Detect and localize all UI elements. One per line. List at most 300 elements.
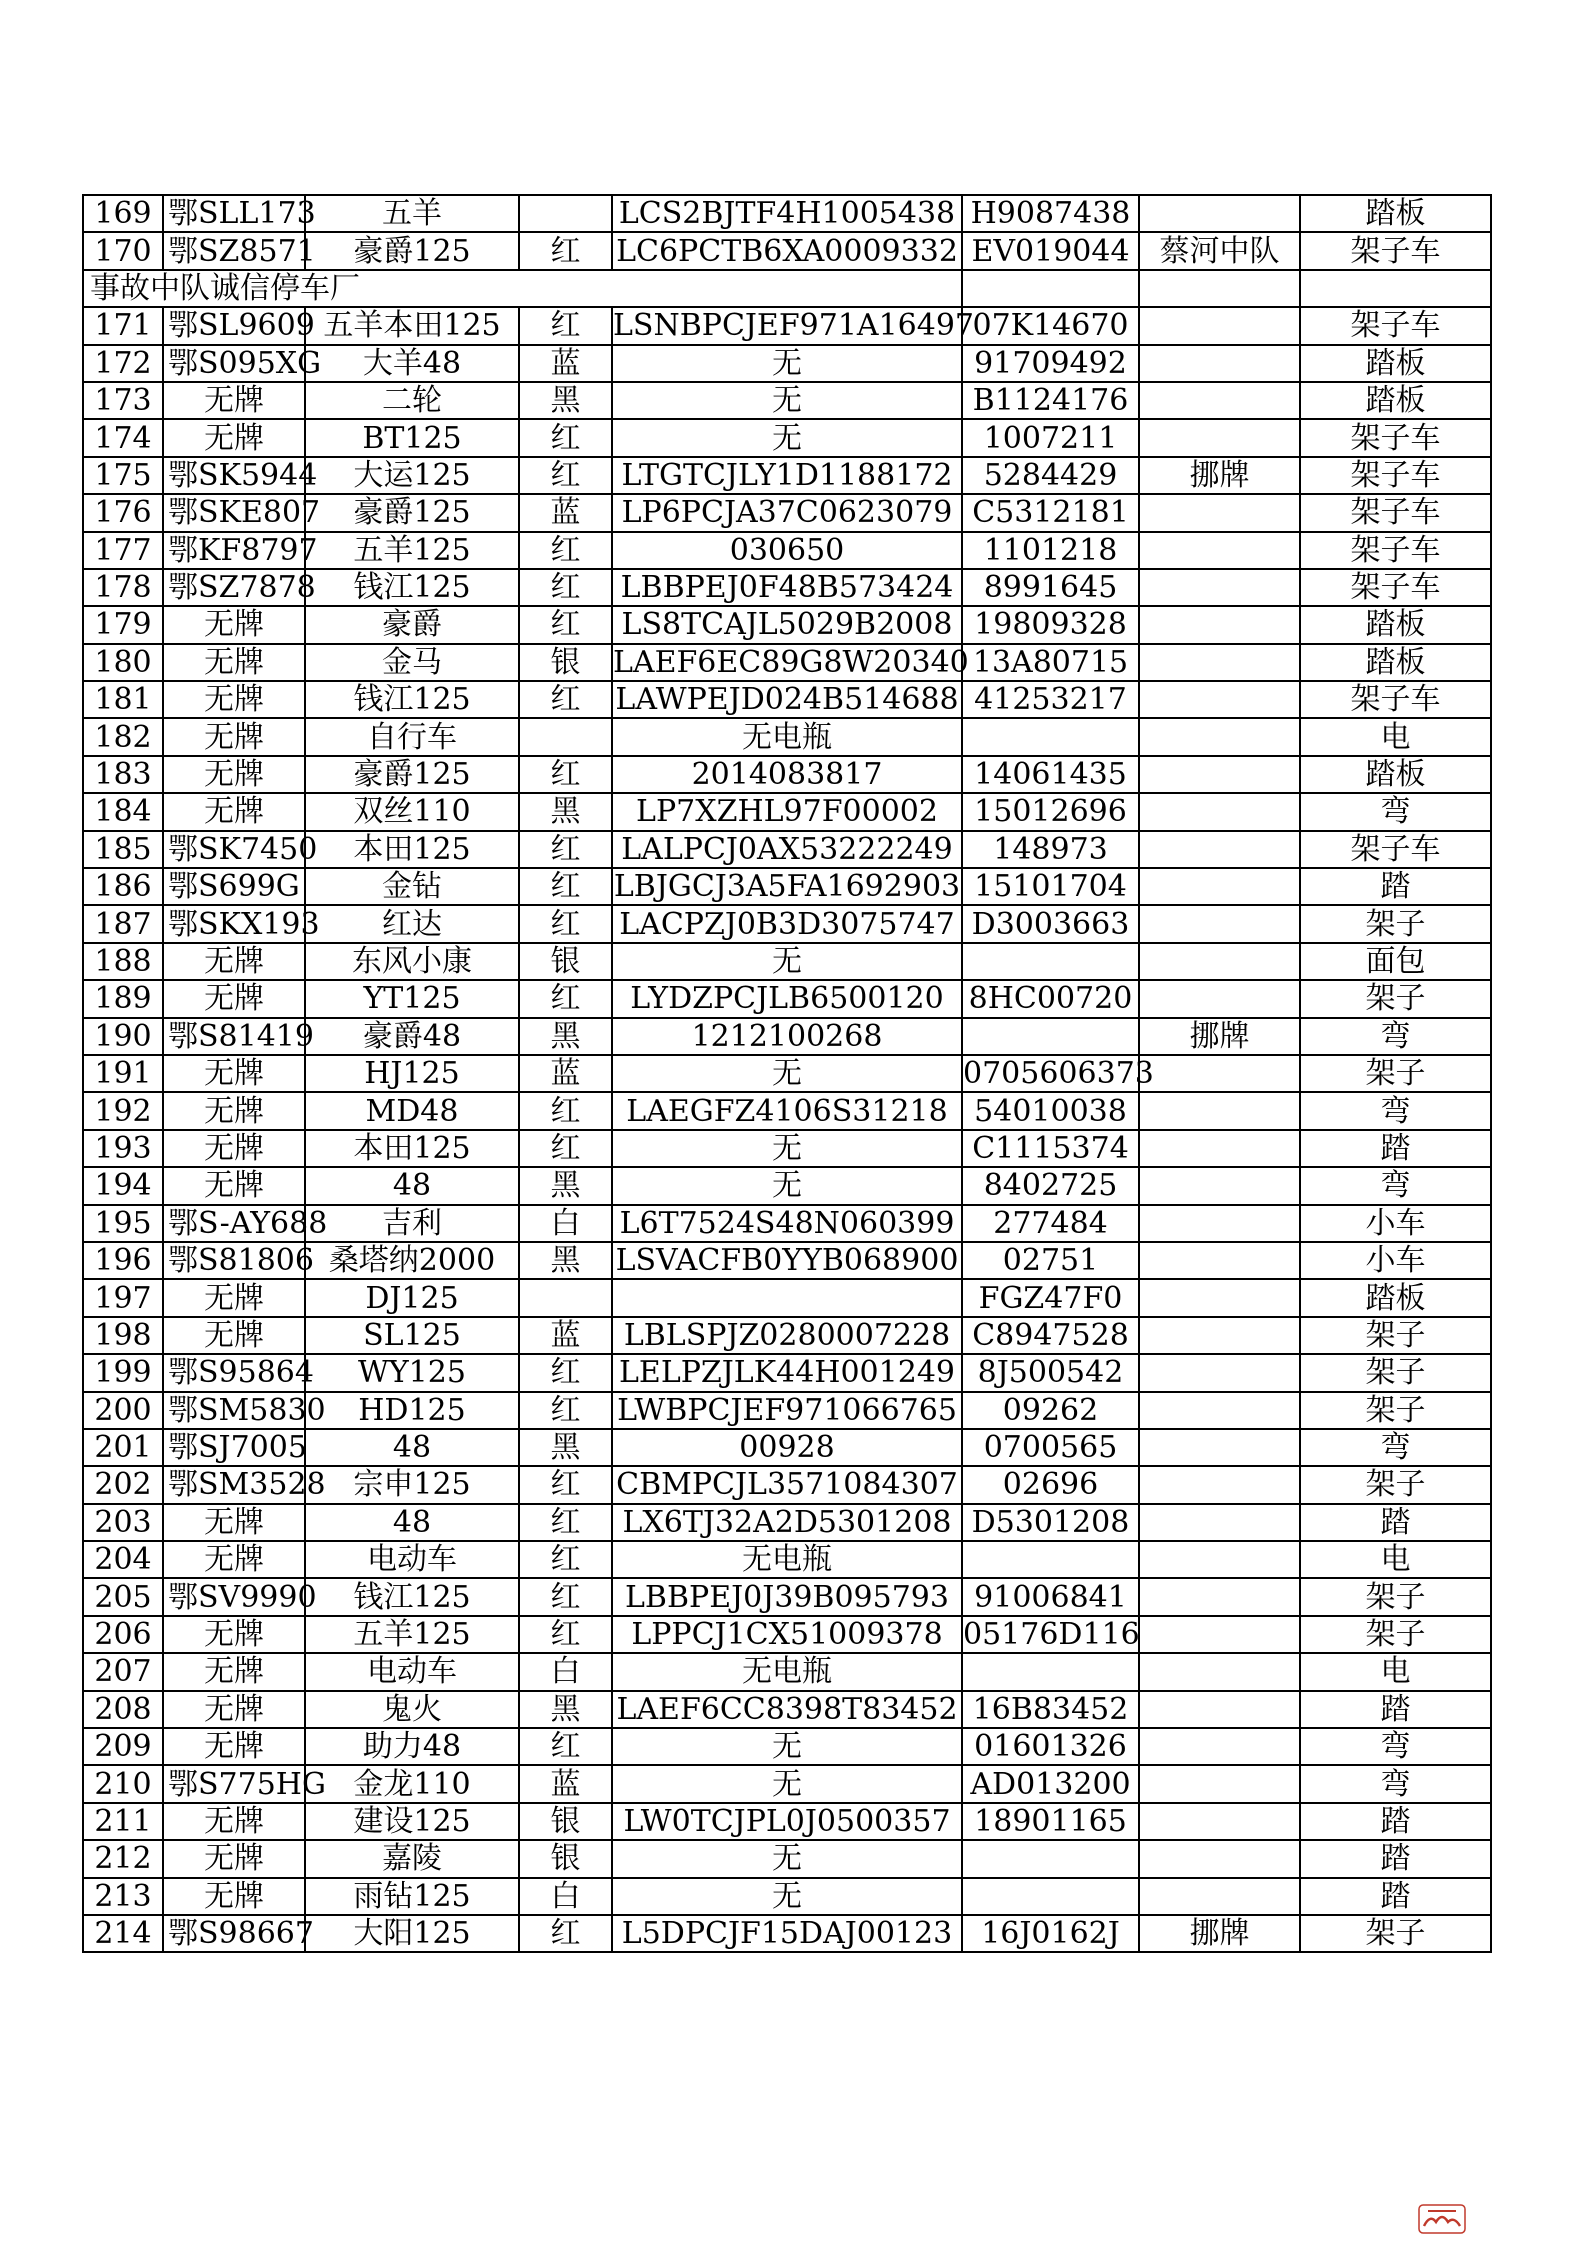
table-cell-engine-no: 8402725 <box>962 1167 1139 1204</box>
table-cell-color: 银 <box>519 943 612 980</box>
table-cell-plate: 无牌 <box>163 1092 305 1129</box>
table-cell-note <box>1139 1242 1300 1279</box>
table-cell-engine-no: 54010038 <box>962 1092 1139 1129</box>
table-row <box>83 419 1491 456</box>
table-cell-plate: 无牌 <box>163 980 305 1017</box>
table-row <box>83 1167 1491 1204</box>
table-cell-plate: 鄂S81806 <box>163 1242 305 1279</box>
table-row <box>83 1504 1491 1541</box>
table-row <box>83 1765 1491 1802</box>
table-cell-type: 架子 <box>1300 1616 1491 1653</box>
table-row <box>83 345 1491 382</box>
table-cell-model: 大阳125 <box>305 1915 519 1952</box>
table-cell-vin: 无 <box>612 1055 962 1092</box>
table-cell-color: 红 <box>519 1354 612 1391</box>
table-cell-index: 170 <box>83 232 163 269</box>
table-cell-model: 吉利 <box>305 1205 519 1242</box>
table-cell-engine-no: B1124176 <box>962 382 1139 419</box>
table-cell-plate: 鄂S98667 <box>163 1915 305 1952</box>
table-row <box>83 1055 1491 1092</box>
table-cell-index: 204 <box>83 1541 163 1578</box>
table-cell-color: 红 <box>519 756 612 793</box>
table-cell-model: 豪爵125 <box>305 232 519 269</box>
table-cell-plate: 无牌 <box>163 1279 305 1316</box>
table-cell-vin: LAEF6CC8398T83452 <box>612 1691 962 1728</box>
table-cell-model: 东风小康 <box>305 943 519 980</box>
table-cell-model: DJ125 <box>305 1279 519 1316</box>
table-cell-engine-no: 01601326 <box>962 1728 1139 1765</box>
table-cell-vin: 00928 <box>612 1429 962 1466</box>
table-cell-color: 蓝 <box>519 494 612 531</box>
table-cell-vin: LW0TCJPL0J0500357 <box>612 1803 962 1840</box>
table-cell-model: 48 <box>305 1429 519 1466</box>
table-cell-engine-no <box>962 1018 1139 1055</box>
table-cell-note <box>1139 793 1300 830</box>
table-cell-note <box>1139 756 1300 793</box>
table-row <box>83 681 1491 718</box>
table-cell-vin: 无 <box>612 419 962 456</box>
table-cell-vin: LYDZPCJLB6500120 <box>612 980 962 1017</box>
table-cell-index: 188 <box>83 943 163 980</box>
table-cell-color: 红 <box>519 1092 612 1129</box>
table-cell-type: 架子车 <box>1300 532 1491 569</box>
table-cell-model: 宗申125 <box>305 1466 519 1503</box>
table-cell-plate: 无牌 <box>163 1691 305 1728</box>
table-cell-engine-no: C5312181 <box>962 494 1139 531</box>
table-row <box>83 644 1491 681</box>
table-row <box>83 1878 1491 1915</box>
table-cell-note <box>1139 1691 1300 1728</box>
table-cell-type: 踏 <box>1300 1803 1491 1840</box>
table-row <box>83 1018 1491 1055</box>
table-cell-vin: 030650 <box>612 532 962 569</box>
table-row <box>83 831 1491 868</box>
table-cell-note <box>1139 1803 1300 1840</box>
table-cell-index: 198 <box>83 1317 163 1354</box>
table-cell-color: 银 <box>519 1803 612 1840</box>
table-cell-vin: 无电瓶 <box>612 718 962 755</box>
table-cell-color: 白 <box>519 1878 612 1915</box>
table-cell-index: 214 <box>83 1915 163 1952</box>
section-label: 事故中队诚信停车厂 <box>83 270 519 307</box>
table-cell-engine-no <box>962 943 1139 980</box>
table-cell-vin: 无 <box>612 1878 962 1915</box>
table-cell-engine-no: 15101704 <box>962 868 1139 905</box>
table-cell-plate: 无牌 <box>163 419 305 456</box>
table-row <box>83 1915 1491 1952</box>
table-cell-engine-no: 18901165 <box>962 1803 1139 1840</box>
table-cell-plate: 鄂SV9990 <box>163 1578 305 1615</box>
table-cell-type: 踏板 <box>1300 606 1491 643</box>
table-cell-color: 红 <box>519 419 612 456</box>
table-cell-vin: 无 <box>612 1728 962 1765</box>
table-cell-type: 踏板 <box>1300 195 1491 232</box>
table-cell-model: 双丝110 <box>305 793 519 830</box>
table-row <box>83 307 1491 344</box>
table-cell-plate: 无牌 <box>163 382 305 419</box>
table-cell-vin: LELPZJLK44H001249 <box>612 1354 962 1391</box>
table-cell-note <box>1139 1840 1300 1877</box>
table-row <box>83 1205 1491 1242</box>
table-cell-note <box>1139 494 1300 531</box>
table-cell-type: 架子 <box>1300 1317 1491 1354</box>
table-cell-index: 176 <box>83 494 163 531</box>
table-cell-color: 黑 <box>519 1018 612 1055</box>
table-row <box>83 1466 1491 1503</box>
table-cell-vin: 无电瓶 <box>612 1541 962 1578</box>
table-cell-index: 196 <box>83 1242 163 1279</box>
table-cell-engine-no: FGZ47F0 <box>962 1279 1139 1316</box>
table-cell-vin: 无 <box>612 1765 962 1802</box>
table-cell-index: 177 <box>83 532 163 569</box>
table-cell-plate: 鄂SK5944 <box>163 457 305 494</box>
table-cell-note <box>1139 1504 1300 1541</box>
table-cell-engine-no: 0700565 <box>962 1429 1139 1466</box>
table-cell-model: WY125 <box>305 1354 519 1391</box>
table-cell-type: 电 <box>1300 1653 1491 1690</box>
table-row <box>83 457 1491 494</box>
table-cell-type: 架子 <box>1300 1392 1491 1429</box>
table-cell-type: 踏板 <box>1300 345 1491 382</box>
table-cell-type: 架子车 <box>1300 569 1491 606</box>
table-cell-type: 踏 <box>1300 1130 1491 1167</box>
table-cell-plate: 无牌 <box>163 606 305 643</box>
table-cell-type: 架子车 <box>1300 681 1491 718</box>
table-cell-plate: 鄂SZ8571 <box>163 232 305 269</box>
table-cell-color: 黑 <box>519 382 612 419</box>
table-cell-plate: 鄂S95864 <box>163 1354 305 1391</box>
table-cell-model: 钱江125 <box>305 681 519 718</box>
table-cell-plate: 鄂SLL173 <box>163 195 305 232</box>
table-cell-engine-no: 13A80715 <box>962 644 1139 681</box>
table-cell-note <box>1139 1317 1300 1354</box>
table-row <box>83 793 1491 830</box>
table-cell-vin <box>612 1279 962 1316</box>
table-cell-type: 弯 <box>1300 1728 1491 1765</box>
table-cell-color: 蓝 <box>519 345 612 382</box>
table-cell-model: 豪爵125 <box>305 494 519 531</box>
table-cell-color: 红 <box>519 831 612 868</box>
table-cell-index: 181 <box>83 681 163 718</box>
section-header-group <box>83 270 1491 307</box>
table-cell-model: BT125 <box>305 419 519 456</box>
table-cell-index: 213 <box>83 1878 163 1915</box>
table-cell-plate: 无牌 <box>163 1055 305 1092</box>
table-cell-vin: LPPCJ1CX51009378 <box>612 1616 962 1653</box>
table-cell-model: 桑塔纳2000 <box>305 1242 519 1279</box>
table-cell-vin: LSNBPCJEF971A16497 <box>613 308 975 344</box>
table-row <box>83 1279 1491 1316</box>
table-cell-engine-no: 14061435 <box>962 756 1139 793</box>
table-row <box>83 1616 1491 1653</box>
table-cell-engine-no: 15012696 <box>962 793 1139 830</box>
table-cell-color: 银 <box>519 644 612 681</box>
table-cell-plate: 鄂S095XG <box>163 345 305 382</box>
table-row <box>83 569 1491 606</box>
table-cell-model: 大羊48 <box>305 345 519 382</box>
table-cell-note <box>1139 419 1300 456</box>
table-cell-index: 185 <box>83 831 163 868</box>
table-cell-index: 211 <box>83 1803 163 1840</box>
table-cell-index: 178 <box>83 569 163 606</box>
table-cell-index: 191 <box>83 1055 163 1092</box>
table-cell-note <box>1139 1130 1300 1167</box>
table-cell-index: 210 <box>83 1765 163 1802</box>
table-cell-engine-no <box>962 1878 1139 1915</box>
table-cell-vin: LP7XZHL97F00002 <box>612 793 962 830</box>
table-cell-note <box>1139 980 1300 1017</box>
vehicle-table <box>82 194 1492 1953</box>
table-cell-engine-no <box>962 1541 1139 1578</box>
table-cell-color: 红 <box>519 1466 612 1503</box>
table-cell-engine-no: 8J500542 <box>962 1354 1139 1391</box>
table-cell-engine-no: 19809328 <box>962 606 1139 643</box>
table-cell-engine-no: AD013200 <box>962 1765 1139 1802</box>
table-cell-vin: LBBPEJ0J39B095793 <box>612 1578 962 1615</box>
table-cell-note <box>1139 195 1300 232</box>
table-cell-vin: 无 <box>612 1840 962 1877</box>
table-cell-note <box>1139 1392 1300 1429</box>
table-cell-note <box>1139 307 1300 344</box>
table-cell-model: 二轮 <box>305 382 519 419</box>
table-cell-note <box>1139 1205 1300 1242</box>
table-cell-note <box>1139 532 1300 569</box>
table-cell-index: 192 <box>83 1092 163 1129</box>
table-cell-model: 48 <box>305 1504 519 1541</box>
table-cell-type: 架子 <box>1300 1466 1491 1503</box>
table-cell-vin: LAEGFZ4106S31218 <box>612 1092 962 1129</box>
table-cell-model: 金钻 <box>305 868 519 905</box>
table-cell-vin: LBJGCJ3A5FA1692903 <box>613 869 961 905</box>
table-cell-plate: 无牌 <box>163 1130 305 1167</box>
table-cell-index: 172 <box>83 345 163 382</box>
table-cell-vin: 无电瓶 <box>612 1653 962 1690</box>
table-cell-note <box>1139 1878 1300 1915</box>
table-cell-color: 红 <box>519 457 612 494</box>
table-cell-vin: 2014083817 <box>612 756 962 793</box>
table-cell-color: 蓝 <box>519 1055 612 1092</box>
table-cell-index: 206 <box>83 1616 163 1653</box>
section-empty-cell <box>612 270 962 307</box>
table-cell-note: 蔡河中队 <box>1139 232 1300 269</box>
table-cell-engine-no: 02696 <box>962 1466 1139 1503</box>
table-cell-vin: LCS2BJTF4H1005438 <box>612 195 962 232</box>
table-cell-type: 踏 <box>1300 1504 1491 1541</box>
table-cell-index: 175 <box>83 457 163 494</box>
table-cell-model: HJ125 <box>305 1055 519 1092</box>
table-cell-note <box>1139 1279 1300 1316</box>
table-cell-color: 红 <box>519 905 612 942</box>
table-cell-model: MD48 <box>305 1092 519 1129</box>
table-cell-model: 建设125 <box>305 1803 519 1840</box>
table-cell-color: 白 <box>519 1653 612 1690</box>
table-cell-model: 五羊本田125 <box>305 307 519 344</box>
table-cell-note: 挪牌 <box>1139 457 1300 494</box>
table-cell-plate: 无牌 <box>163 681 305 718</box>
table-row <box>83 905 1491 942</box>
table-row <box>83 195 1491 232</box>
table-cell-note <box>1139 681 1300 718</box>
table-cell-type: 架子车 <box>1300 831 1491 868</box>
table-cell-note <box>1139 1466 1300 1503</box>
table-cell-plate: 无牌 <box>163 756 305 793</box>
section-empty-cell <box>519 270 612 307</box>
table-row <box>83 943 1491 980</box>
table-cell-index: 201 <box>83 1429 163 1466</box>
table-cell-note <box>1139 1092 1300 1129</box>
table-cell-plate: 鄂S775HG <box>163 1765 305 1802</box>
table-cell-color: 白 <box>519 1205 612 1242</box>
table-cell-vin: 1212100268 <box>612 1018 962 1055</box>
table-cell-type: 弯 <box>1300 1429 1491 1466</box>
table-cell-type: 小车 <box>1300 1205 1491 1242</box>
table-body-upper <box>83 195 1491 270</box>
table-cell-model: 电动车 <box>305 1653 519 1690</box>
table-cell-color: 蓝 <box>519 1765 612 1802</box>
table-cell-engine-no: 91006841 <box>962 1578 1139 1615</box>
table-cell-engine-no: 05176D116 <box>963 1617 1140 1653</box>
table-cell-note <box>1139 644 1300 681</box>
table-cell-model: 豪爵125 <box>305 756 519 793</box>
table-cell-color: 红 <box>519 1728 612 1765</box>
table-cell-vin: LALPCJ0AX53222249 <box>612 831 962 868</box>
table-cell-vin: LP6PCJA37C0623079 <box>612 494 962 531</box>
table-cell-index: 169 <box>83 195 163 232</box>
table-cell-note <box>1139 1653 1300 1690</box>
table-cell-model: 48 <box>305 1167 519 1204</box>
table-body-lower <box>83 307 1491 1952</box>
table-cell-color: 红 <box>519 1504 612 1541</box>
table-cell-type: 弯 <box>1300 1018 1491 1055</box>
table-cell-type: 架子车 <box>1300 307 1491 344</box>
table-cell-type: 架子车 <box>1300 232 1491 269</box>
table-cell-model: 五羊125 <box>305 532 519 569</box>
table-cell-model: 豪爵 <box>305 606 519 643</box>
table-cell-model: 电动车 <box>305 1541 519 1578</box>
table-cell-type: 踏 <box>1300 1691 1491 1728</box>
table-cell-engine-no: 1101218 <box>962 532 1139 569</box>
table-row <box>83 382 1491 419</box>
table-cell-model: HD125 <box>305 1392 519 1429</box>
table-cell-vin: LWBPCJEF971066765 <box>612 1392 962 1429</box>
table-cell-type: 面包 <box>1300 943 1491 980</box>
table-cell-model: 自行车 <box>305 718 519 755</box>
table-cell-index: 186 <box>83 868 163 905</box>
table-cell-color: 红 <box>519 1130 612 1167</box>
table-cell-engine-no: D3003663 <box>962 905 1139 942</box>
table-cell-color: 银 <box>519 1840 612 1877</box>
table-cell-type: 架子 <box>1300 1354 1491 1391</box>
table-cell-engine-no: 8HC00720 <box>962 980 1139 1017</box>
table-cell-model: 嘉陵 <box>305 1840 519 1877</box>
table-cell-note <box>1139 345 1300 382</box>
table-cell-vin: L5DPCJF15DAJ00123 <box>612 1915 962 1952</box>
table-cell-engine-no: 07K14670 <box>962 307 1139 344</box>
table-row <box>83 1803 1491 1840</box>
table-cell-color: 红 <box>519 681 612 718</box>
table-cell-model: 助力48 <box>305 1728 519 1765</box>
table-cell-vin: 无 <box>612 1167 962 1204</box>
table-cell-index: 180 <box>83 644 163 681</box>
table-cell-plate: 无牌 <box>163 1167 305 1204</box>
table-cell-note <box>1139 1429 1300 1466</box>
table-cell-index: 207 <box>83 1653 163 1690</box>
table-cell-color: 红 <box>519 1541 612 1578</box>
table-row <box>83 1092 1491 1129</box>
table-cell-index: 183 <box>83 756 163 793</box>
table-cell-note <box>1139 718 1300 755</box>
table-row <box>83 1429 1491 1466</box>
table-cell-plate: 无牌 <box>163 718 305 755</box>
table-cell-index: 171 <box>83 307 163 344</box>
table-row <box>83 1392 1491 1429</box>
table-cell-note <box>1139 1765 1300 1802</box>
table-cell-vin: LS8TCAJL5029B2008 <box>612 606 962 643</box>
table-cell-vin: LBBPEJ0F48B573424 <box>612 569 962 606</box>
table-cell-plate: 鄂SL9609 <box>163 307 305 344</box>
table-cell-engine-no: 1007211 <box>962 419 1139 456</box>
section-empty-cell <box>962 270 1139 307</box>
table-row <box>83 1578 1491 1615</box>
table-cell-type: 踏板 <box>1300 382 1491 419</box>
table-cell-type: 架子 <box>1300 980 1491 1017</box>
table-cell-type: 踏 <box>1300 1878 1491 1915</box>
table-cell-color: 蓝 <box>519 1317 612 1354</box>
table-cell-engine-no: 16B83452 <box>962 1691 1139 1728</box>
table-cell-model: 雨钻125 <box>305 1878 519 1915</box>
table-row <box>83 1317 1491 1354</box>
table-row <box>83 868 1491 905</box>
table-cell-type: 弯 <box>1300 1765 1491 1802</box>
table-cell-note <box>1139 1354 1300 1391</box>
table-cell-color <box>519 718 612 755</box>
table-row <box>83 980 1491 1017</box>
table-cell-index: 174 <box>83 419 163 456</box>
table-cell-engine-no: D5301208 <box>962 1504 1139 1541</box>
table-cell-vin: LX6TJ32A2D5301208 <box>612 1504 962 1541</box>
table-cell-engine-no: 41253217 <box>962 681 1139 718</box>
table-cell-note <box>1139 1055 1300 1092</box>
table-cell-plate: 鄂S699G <box>163 868 305 905</box>
table-cell-plate: 无牌 <box>163 943 305 980</box>
table-cell-engine-no <box>962 1840 1139 1877</box>
table-cell-index: 209 <box>83 1728 163 1765</box>
table-cell-engine-no: 8991645 <box>962 569 1139 606</box>
table-cell-note: 挪牌 <box>1139 1018 1300 1055</box>
watermark-logo-icon <box>1418 2204 1466 2234</box>
table-cell-engine-no: 09262 <box>962 1392 1139 1429</box>
table-cell-color: 黑 <box>519 1691 612 1728</box>
table-cell-color: 黑 <box>519 793 612 830</box>
table-cell-vin: LBLSPJZ0280007228 <box>612 1317 962 1354</box>
table-cell-engine-no: H9087438 <box>962 195 1139 232</box>
table-cell-plate: 鄂SKX193 <box>163 905 305 942</box>
table-cell-model: 钱江125 <box>305 1578 519 1615</box>
table-row <box>83 232 1491 269</box>
table-cell-index: 187 <box>83 905 163 942</box>
table-cell-index: 208 <box>83 1691 163 1728</box>
table-cell-color: 红 <box>519 1392 612 1429</box>
table-cell-model: 本田125 <box>305 1130 519 1167</box>
table-cell-model: SL125 <box>305 1317 519 1354</box>
table-row <box>83 532 1491 569</box>
table-cell-type: 架子 <box>1300 1055 1491 1092</box>
table-cell-note <box>1139 1616 1300 1653</box>
table-cell-note <box>1139 831 1300 868</box>
table-cell-index: 205 <box>83 1578 163 1615</box>
table-cell-type: 弯 <box>1300 1167 1491 1204</box>
table-cell-color: 黑 <box>519 1242 612 1279</box>
